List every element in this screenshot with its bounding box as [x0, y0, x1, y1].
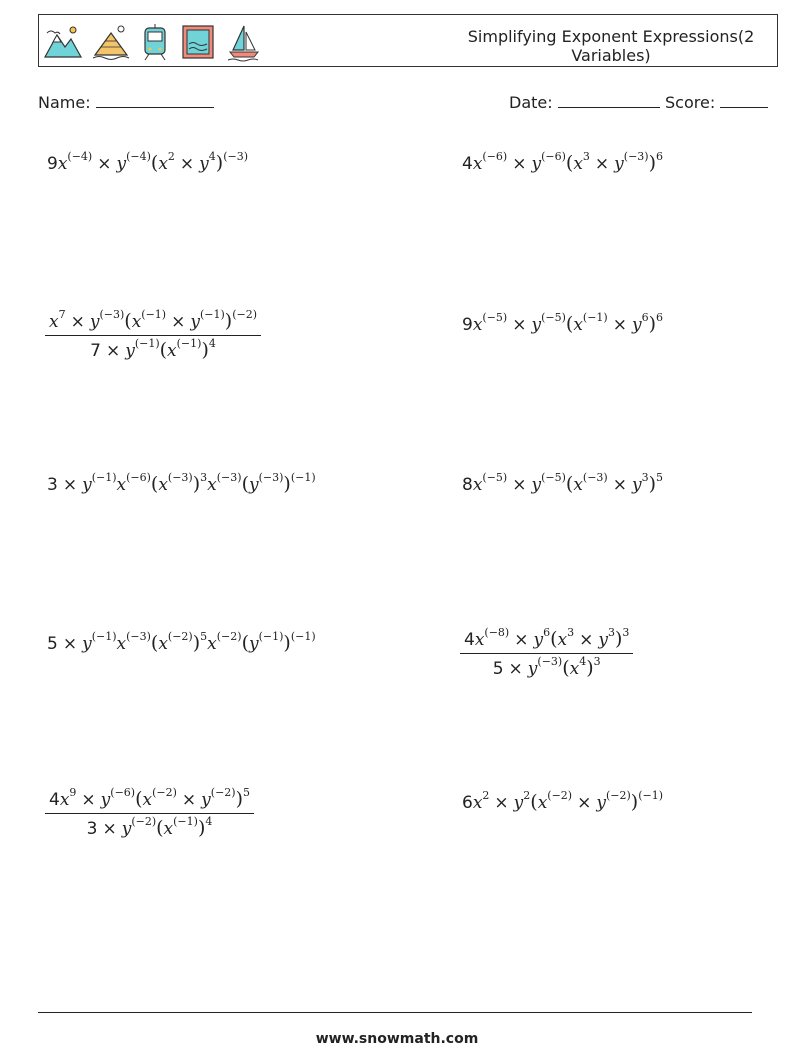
- worksheet-header: [38, 14, 778, 67]
- name-blank[interactable]: [96, 93, 214, 108]
- date-field[interactable]: [509, 93, 660, 112]
- name-label: Name:: [38, 93, 91, 112]
- header-icons: [43, 21, 263, 63]
- problem-3: $\frac{x^7 \times y^{(-3)}(x^{(-1)} \times y^{(-1)})^{(-2)}}{7 \times y^{(-1)}(x^{(-1)})^4}$: [47, 310, 259, 361]
- footer-site[interactable]: www.snowmath.com: [315, 1031, 479, 1047]
- problem-10: $6x^2 \times y^2(x^{(-2)} \times y^{(-2)})^{(-1)}$: [462, 789, 664, 813]
- date-label: Date:: [509, 93, 553, 112]
- problem-9: $\frac{4x^9 \times y^{(-6)}(x^{(-2)} \times y^{(-2)})^5}{3 \times y^{(-2)}(x^{(-1)})^4}$: [47, 788, 252, 839]
- problem-8: $\frac{4x^{(-8)} \times y^6(x^3 \times y^3)^3}{5 \times y^{(-3)}(x^4)^3}$: [462, 628, 631, 679]
- picture-frame-icon: [179, 22, 217, 62]
- mountain-icon: [43, 23, 83, 61]
- problem-2: $4x^{(-6)} \times y^{(-6)}(x^3 \times y^{(-3)})^6$: [462, 150, 664, 174]
- footer-divider: [38, 1012, 752, 1013]
- score-blank[interactable]: [720, 93, 768, 108]
- tram-icon: [139, 22, 171, 62]
- score-field[interactable]: [665, 93, 768, 112]
- problem-5: $3 \times y^{(-1)}x^{(-6)}(x^{(-3)})^3x^{(-3)}(y^{(-3)})^{(-1)}$: [47, 471, 316, 495]
- problem-1: $9x^{(-4)} \times y^{(-4)}(x^2 \times y^4)^{(-3)}$: [47, 150, 249, 174]
- date-blank[interactable]: [558, 93, 660, 108]
- name-field[interactable]: [38, 93, 214, 112]
- worksheet-title: Simplifying Exponent Expressions(2 Variables): [467, 27, 755, 65]
- sailboat-icon: [225, 22, 263, 62]
- problem-4: $9x^{(-5)} \times y^{(-5)}(x^{(-1)} \times y^6)^6$: [462, 311, 664, 335]
- pyramid-icon: [91, 23, 131, 61]
- problem-7: $5 \times y^{(-1)}x^{(-3)}(x^{(-2)})^5x^{(-2)}(y^{(-1)})^{(-1)}$: [47, 630, 316, 654]
- problem-6: $8x^{(-5)} \times y^{(-5)}(x^{(-3)} \times y^3)^5$: [462, 471, 664, 495]
- score-label: Score:: [665, 93, 716, 112]
